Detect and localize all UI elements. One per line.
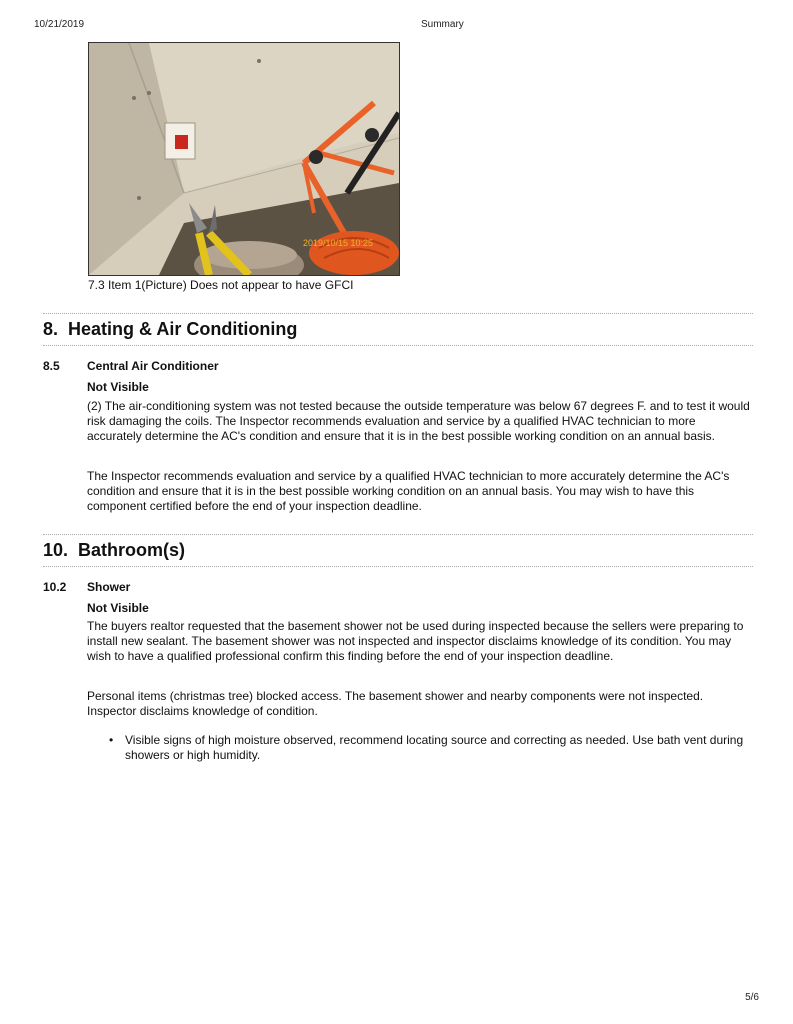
section-number: 8. [43, 319, 59, 339]
item-number: 8.5 [43, 359, 60, 373]
photo-timestamp: 2019/10/15 10:25 [303, 238, 374, 248]
divider [43, 534, 753, 535]
item-status: Not Visible [87, 601, 149, 615]
item-paragraph: The Inspector recommends evaluation and service by a qualified HVAC technician to more accurately determine the AC's condition and ensure that it is in the best possible working condition on an annual basis. You may wish to have this component certified before the end of your inspection deadline. [87, 469, 730, 513]
bullet-icon: • [109, 733, 114, 747]
section-title-heating [43, 319, 297, 340]
item-status: Not Visible [87, 380, 149, 394]
header-date: 10/21/2019 [34, 19, 85, 30]
item-paragraph: The buyers realtor requested that the basement shower not be used during inspected because the sellers were preparing to install new sealant. The basement shower was not inspected and inspector disclaims knowledge of its condition. You may wish to have a qualified professional confirm this finding before the end of your inspection deadline. [87, 619, 744, 663]
header-title: Summary [421, 19, 464, 30]
inspection-photo [88, 42, 400, 276]
section-title-bathroom [43, 540, 185, 561]
item-title: Shower [87, 580, 131, 594]
bullet-item: Visible signs of high moisture observed, recommend locating source and correcting as needed. Use bath vent during showers or high humidity. [125, 733, 744, 762]
item-paragraph: (2) The air-conditioning system was not tested because the outside temperature was below 67 degrees F. and to test it would risk damaging the coils. The Inspector recommends evaluation and service by a qualified HVAC technician to more accurately determine the AC's condition and ensure that it is in the best possible working condition on an annual basis. [87, 399, 750, 443]
section-number: 10. [43, 540, 69, 560]
item-number: 10.2 [43, 580, 67, 594]
page-number: 5/6 [745, 992, 759, 1003]
section-label: Bathroom(s) [78, 540, 186, 560]
divider [43, 566, 753, 567]
divider [43, 345, 753, 346]
item-title: Central Air Conditioner [87, 359, 219, 373]
section-label: Heating & Air Conditioning [68, 319, 298, 339]
photo-image [89, 43, 399, 275]
item-paragraph: Personal items (christmas tree) blocked access. The basement shower and nearby components were not inspected. Inspector disclaims knowledge of condition. [87, 689, 704, 718]
photo-caption: 7.3 Item 1(Picture) Does not appear to have GFCI [88, 278, 354, 292]
divider [43, 313, 753, 314]
